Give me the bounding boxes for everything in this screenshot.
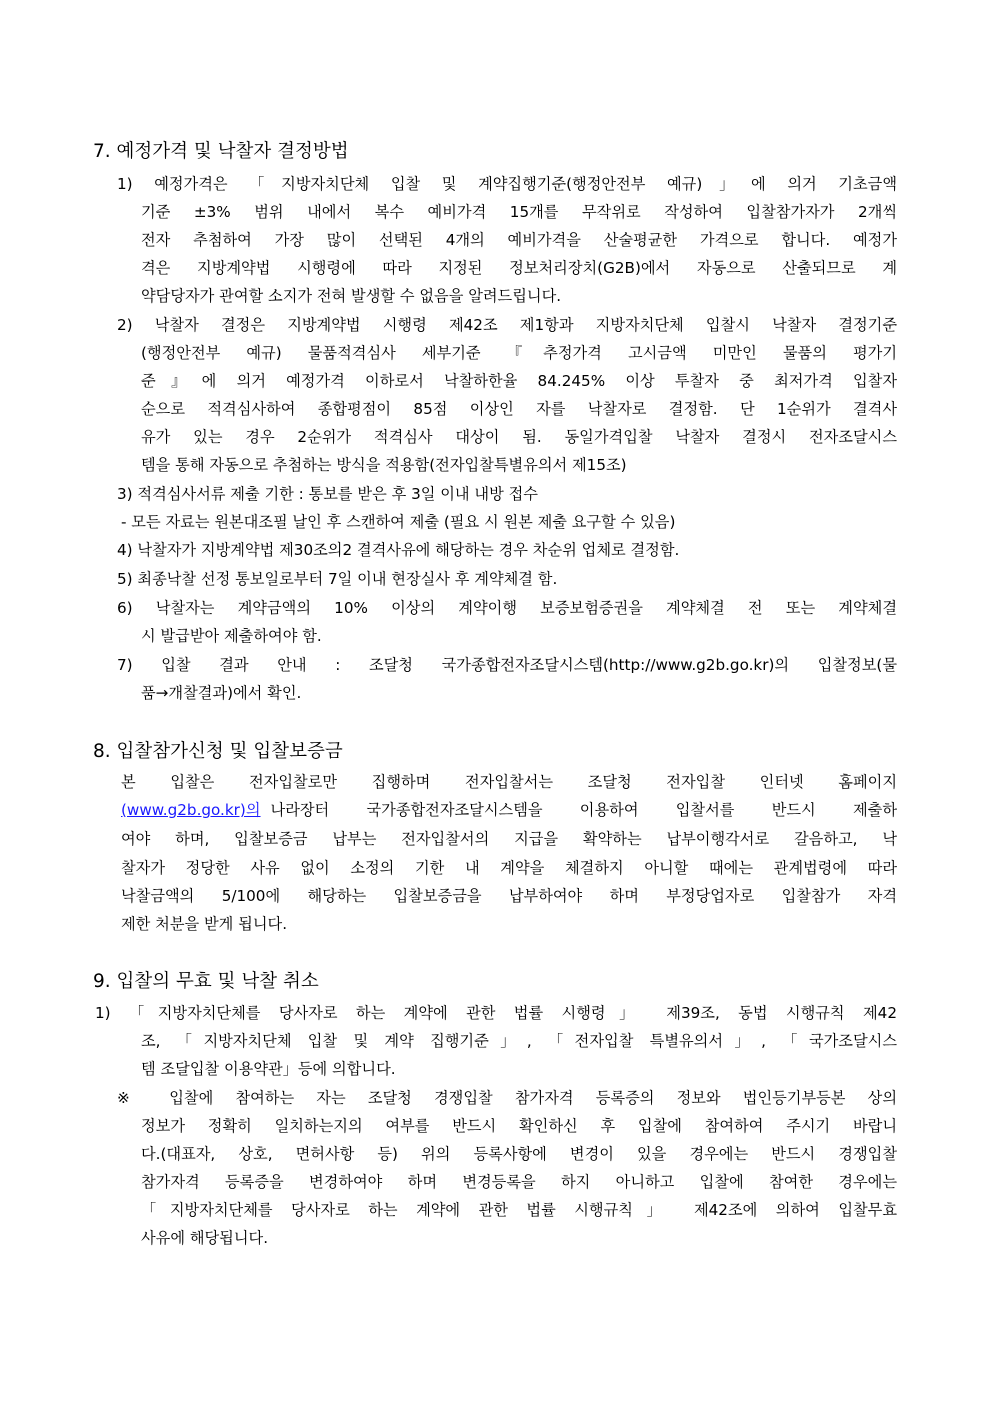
section-7-line: 1) 예정가격은 「지방자치단체 입찰 및 계약집행기준(행정안전부 예규)」에 의거 기초금액 xyxy=(117,175,897,193)
section-8-line: 제한 처분을 받게 됩니다. xyxy=(121,915,288,933)
section-7-line: (행정안전부 예규) 물품적격심사 세부기준 『추정가격 고시금액 미만인 물품의 평가기 xyxy=(141,344,897,362)
section-7-line: 품→개찰결과)에서 확인. xyxy=(141,684,302,702)
section-7-line: 격은 지방계약법 시행령에 따라 지정된 정보처리장치(G2B)에서 자동으로 산출되므로 계 xyxy=(141,259,897,277)
section-7-line: - 모든 자료는 원본대조필 날인 후 스캔하여 제출 (필요 시 원본 제출 요구할 수 있음) xyxy=(121,513,676,531)
section-9-line: 다.(대표자, 상호, 면허사항 등) 위의 등록사항에 변경이 있을 경우에는 반드시 경쟁입찰 xyxy=(141,1145,897,1163)
section-7-line: 유가 있는 경우 2순위가 적격심사 대상이 됨. 동일가격입찰 낙찰자 결정시 전자조달시스 xyxy=(141,428,897,446)
section-7-line: 2) 낙찰자 결정은 지방계약법 시행령 제42조 제1항과 지방자치단체 입찰시 낙찰자 결정기준 xyxy=(117,316,897,334)
section-8-line: 본 입찰은 전자입찰로만 집행하며 전자입찰서는 조달청 전자입찰 인터넷 홈페이지 xyxy=(121,773,897,791)
section-9-line: 사유에 해당됩니다. xyxy=(141,1229,269,1247)
section-7-line: 전자 추첨하여 가장 많이 선택된 4개의 예비가격을 산술평균한 가격으로 합니다. 예정가 xyxy=(141,231,897,249)
section-7-line: 약담당자가 관여할 소지가 전혀 발생할 수 없음을 알려드립니다. xyxy=(141,287,562,305)
section-7-line: 기준 ±3% 범위 내에서 복수 예비가격 15개를 무작위로 작성하여 입찰참가자가 2개씩 xyxy=(141,203,897,221)
section-9-line: 1) 「지방자치단체를 당사자로 하는 계약에 관한 법률 시행령」 제39조, 동법 시행규칙 제42 xyxy=(95,1004,897,1022)
section-8-line: 나라장터 국가종합전자조달시스템을 이용하여 입찰서를 반드시 제출하 xyxy=(270,801,897,819)
section-8-line: 찰자가 정당한 사유 없이 소정의 기한 내 계약을 체결하지 아니할 때에는 관계법령에 따라 xyxy=(121,859,897,877)
section-9-line: 「지방자치단체를 당사자로 하는 계약에 관한 법률 시행규칙」 제42조에 의하여 입찰무효 xyxy=(141,1201,897,1219)
g2b-link[interactable]: (www.g2b.go.kr)의 xyxy=(121,801,261,819)
section-7-line: 순으로 적격심사하여 종합평점이 85점 이상인 자를 낙찰자로 결정함. 단 1순위가 결격사 xyxy=(141,400,897,418)
section-7-heading: 7. 예정가격 및 낙찰자 결정방법 xyxy=(93,141,349,162)
section-9-heading: 9. 입찰의 무효 및 낙찰 취소 xyxy=(93,971,319,992)
section-7-line: 시 발급받아 제출하여야 함. xyxy=(141,627,322,645)
section-7-line: 3) 적격심사서류 제출 기한 : 통보를 받은 후 3일 이내 내방 접수 xyxy=(117,485,538,503)
section-9-line: ※ 입찰에 참여하는 자는 조달청 경쟁입찰 참가자격 등록증의 정보와 법인등기부등본 상의 xyxy=(117,1089,897,1107)
section-8-line: 낙찰금액의 5/100에 해당하는 입찰보증금을 납부하여야 하며 부정당업자로 입찰참가 자격 xyxy=(121,887,897,905)
section-7-line: 7) 입찰 결과 안내 : 조달청 국가종합전자조달시스템(http://www.g2b.go.kr)의 입찰정보(물 xyxy=(117,656,897,674)
section-9-line: 조, 「지방자치단체 입찰 및 계약 집행기준」, 「전자입찰 특별유의서」, 「국가조달시스 xyxy=(141,1032,897,1050)
section-9-line: 템 조달입찰 이용약관」등에 의합니다. xyxy=(141,1060,396,1078)
section-8-line: 여야 하며, 입찰보증금 납부는 전자입찰서의 지급을 확약하는 납부이행각서로 갈음하고, 낙 xyxy=(121,830,897,848)
section-9-line: 정보가 정확히 일치하는지의 여부를 반드시 확인하신 후 입찰에 참여하여 주시기 바랍니 xyxy=(141,1117,897,1135)
section-7-line: 6) 낙찰자는 계약금액의 10% 이상의 계약이행 보증보험증권을 계약체결 전 또는 계약체결 xyxy=(117,599,897,617)
section-7-line: 4) 낙찰자가 지방계약법 제30조의2 결격사유에 해당하는 경우 차순위 업체로 결정함. xyxy=(117,541,680,559)
section-7-line: 준』에 의거 예정가격 이하로서 낙찰하한율 84.245% 이상 투찰자 중 최저가격 입찰자 xyxy=(141,372,897,390)
section-9-line: 참가자격 등록증을 변경하여야 하며 변경등록을 하지 아니하고 입찰에 참여한 경우에는 xyxy=(141,1173,897,1191)
section-8-line-with-link xyxy=(121,800,897,820)
section-7-line: 템을 통해 자동으로 추첨하는 방식을 적용함(전자입찰특별유의서 제15조) xyxy=(141,456,627,474)
section-8-heading: 8. 입찰참가신청 및 입찰보증금 xyxy=(93,741,343,762)
section-7-line: 5) 최종낙찰 선정 통보일로부터 7일 이내 현장실사 후 계약체결 함. xyxy=(117,570,558,588)
